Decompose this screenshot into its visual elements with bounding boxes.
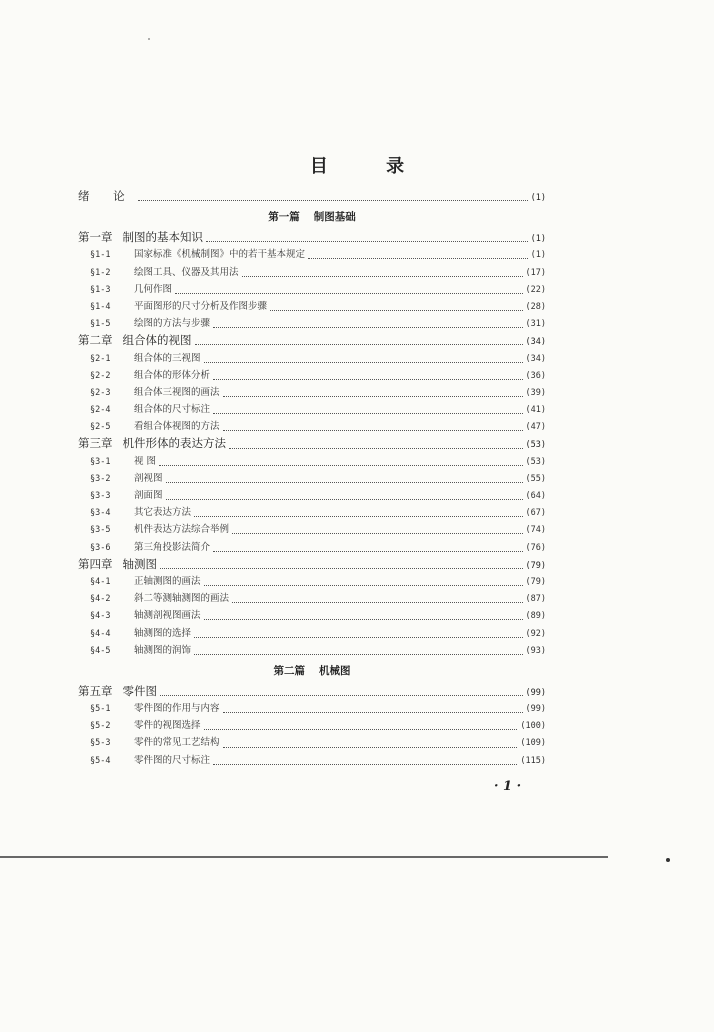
section-number: §3-3 [90,491,111,501]
section-number: §4-4 [90,628,111,639]
section-label: 零件图的作用与内容 [134,703,220,715]
chapter-label: 机件形体的表达方法 [122,436,226,451]
section-number: §1-3 [90,284,111,295]
toc-section-row [78,642,546,659]
dot-leader [204,611,523,620]
section-label: 组合体三视图的画法 [134,386,220,398]
section-number: §3-4 [90,508,111,519]
dot-leader [195,336,523,345]
section-label: 轴测图的选择 [134,627,192,639]
toc-chapter-title [78,683,157,700]
dot-leader [213,543,523,552]
section-label: 绘图的方法与步骤 [134,318,211,330]
toc-section-row [78,607,546,624]
section-page: (34) [525,353,546,364]
toc-section-row [78,384,546,401]
toc-section-row [78,246,546,263]
section-number: §1-1 [90,250,111,261]
toc-section-row [78,315,546,332]
section-label: 组合体的形体分析 [134,369,211,381]
section-page: (39) [525,387,546,398]
dot-leader [194,629,523,638]
dot-leader [213,405,523,414]
chapter-label: 零件图 [122,683,157,698]
section-page: (17) [525,267,546,278]
chapter-number: 第五章 [78,683,113,698]
section-number: §5-2 [90,721,111,732]
dot-leader [204,354,523,363]
section-number: §5-1 [90,704,111,715]
section-number: §3-2 [90,473,111,484]
section-page: (55) [525,473,546,484]
section-number: §2-5 [90,422,111,433]
toc-chapter-row [78,229,546,246]
toc-section-row [78,453,546,470]
toc-section-row [78,298,546,315]
dot-leader [194,646,523,655]
dot-leader [166,474,523,483]
section-page: (47) [525,422,546,433]
section-number: §3-1 [90,456,111,467]
section-label: 平面图形的尺寸分析及作图步骤 [134,300,268,312]
section-page: (92) [525,628,546,639]
part-heading [78,205,546,229]
dot-leader [175,285,523,294]
section-page: (1) [530,250,546,261]
part-heading-text: 机械图 [319,664,351,677]
toc-section-row [78,418,546,435]
section-number: §5-3 [90,738,111,749]
section-label: 正轴测图的画法 [134,575,201,587]
section-page: (93) [525,645,546,656]
section-number: §1-4 [90,301,111,312]
toc-section-row [78,264,546,281]
part-heading [78,659,546,683]
table-of-contents [78,188,546,769]
toc-section-row [78,521,546,538]
dot-leader [204,577,523,586]
toc-section-row [78,350,546,367]
toc-section-row [78,487,546,504]
toc-chapter-row [78,332,546,349]
toc-section-row [78,752,546,769]
toc-chapter-title [78,332,192,349]
section-label: 轴测图的润饰 [134,644,192,656]
dot-leader [229,440,523,449]
toc-section-row [78,590,546,607]
toc-section-row [78,625,546,642]
chapter-page: (1) [530,234,546,245]
section-page: (22) [525,284,546,295]
section-label: 看组合体视图的方法 [134,421,220,433]
dot-leader [308,250,528,259]
dot-leader [213,756,517,765]
section-page: (31) [525,319,546,330]
section-page: (76) [525,542,546,553]
toc-chapter-title [78,229,203,246]
section-label: 零件图的尺寸标注 [134,754,211,766]
dot-leader [194,508,523,517]
dot-leader [232,525,523,534]
section-label: 组合体的尺寸标注 [134,404,211,416]
section-number: §4-3 [90,611,111,622]
toc-section-row [78,281,546,298]
dot-leader [223,388,523,397]
section-label: 零件的常见工艺结构 [134,737,220,749]
section-number: §4-1 [90,576,111,587]
chapter-number: 第一章 [78,230,113,245]
section-number: §2-1 [90,353,111,364]
dot-leader [223,422,523,431]
section-label: 轴测剖视图画法 [134,610,201,622]
toc-section-row [78,700,546,717]
section-page: (74) [525,525,546,536]
toc-section-row [78,504,546,521]
toc-chapter-title [78,556,157,573]
section-page: (53) [525,456,546,467]
toc-intro-label: 绪 论 [78,189,135,203]
section-label: 组合体的三视图 [134,352,201,364]
dot-leader [159,457,522,466]
section-number: §1-2 [90,267,111,278]
chapter-label: 轴测图 [122,556,157,571]
toc-chapter-title [78,435,226,452]
section-page: (36) [525,370,546,381]
scan-speck [666,858,670,862]
toc-section-row [78,401,546,418]
section-number: §2-4 [90,405,111,416]
section-page: (87) [525,594,546,605]
dot-leader [242,268,523,277]
dot-leader [166,491,523,500]
section-label: 视 图 [134,455,157,467]
dot-leader [223,739,518,748]
section-number: §4-2 [90,594,111,605]
dot-leader [270,302,523,311]
toc-section-row [78,367,546,384]
toc-section-row [78,470,546,487]
toc-section-row [78,717,546,734]
section-label: 第三角投影法简介 [134,541,211,553]
chapter-page: (79) [525,560,546,571]
chapter-label: 组合体的视图 [122,333,192,348]
toc-chapter-row [78,556,546,573]
section-number: §5-4 [90,755,111,766]
section-number: §3-6 [90,542,111,553]
section-label: 其它表达方法 [134,507,192,519]
dot-leader [204,721,518,730]
section-label: 零件的视图选择 [134,720,201,732]
chapter-number: 第三章 [78,436,113,451]
toc-section-row [78,734,546,751]
toc-intro-page: (1) [530,193,546,203]
part-heading-text: 制图基础 [313,211,356,224]
chapter-number: 第二章 [78,333,113,348]
section-label: 剖视图 [134,472,163,484]
section-label: 机件表达方法综合举例 [134,524,230,536]
section-page: (115) [520,755,546,766]
section-page: (41) [525,405,546,416]
dot-leader [160,560,523,569]
section-label: 剖面图 [134,490,163,501]
chapter-page: (34) [525,337,546,348]
section-page: (100) [520,721,546,732]
section-page: (28) [525,301,546,312]
dot-leader [213,319,523,328]
dot-leader [138,192,528,201]
chapter-page: (99) [525,687,546,698]
section-label: 几何作图 [134,283,173,295]
part-heading-text: 第一篇 [268,211,300,224]
chapter-number: 第四章 [78,556,113,571]
section-number: §2-2 [90,370,111,381]
scan-edge-line [0,856,608,858]
section-number: §3-5 [90,525,111,536]
chapter-label: 制图的基本知识 [122,230,203,245]
dot-leader [232,594,523,603]
section-page: (67) [525,508,546,519]
dot-leader [206,233,528,242]
section-number: §1-5 [90,319,111,330]
page-title: 目 录 [309,156,431,177]
dot-leader [213,371,523,380]
section-label: 国家标准《机械制图》中的若干基本规定 [134,249,306,261]
section-page: (79) [525,576,546,587]
toc-chapter-row [78,683,546,700]
part-heading-text: 第二篇 [273,664,305,677]
section-number: §2-3 [90,387,111,398]
section-label: 斜二等测轴测图的画法 [134,593,230,605]
dot-leader [160,687,523,696]
toc-intro-row [78,188,546,205]
section-page: (89) [525,611,546,622]
chapter-page: (53) [525,440,546,451]
page-number: · 1 · [494,779,522,794]
section-page: (99) [525,704,546,715]
section-page: (64) [525,491,546,501]
scan-speck [148,38,150,40]
toc-chapter-row [78,435,546,452]
section-number: §4-5 [90,645,111,656]
section-page: (109) [520,738,546,749]
toc-section-row [78,539,546,556]
toc-section-row [78,573,546,590]
dot-leader [223,704,523,713]
section-label: 绘图工具、仪器及其用法 [134,266,239,278]
